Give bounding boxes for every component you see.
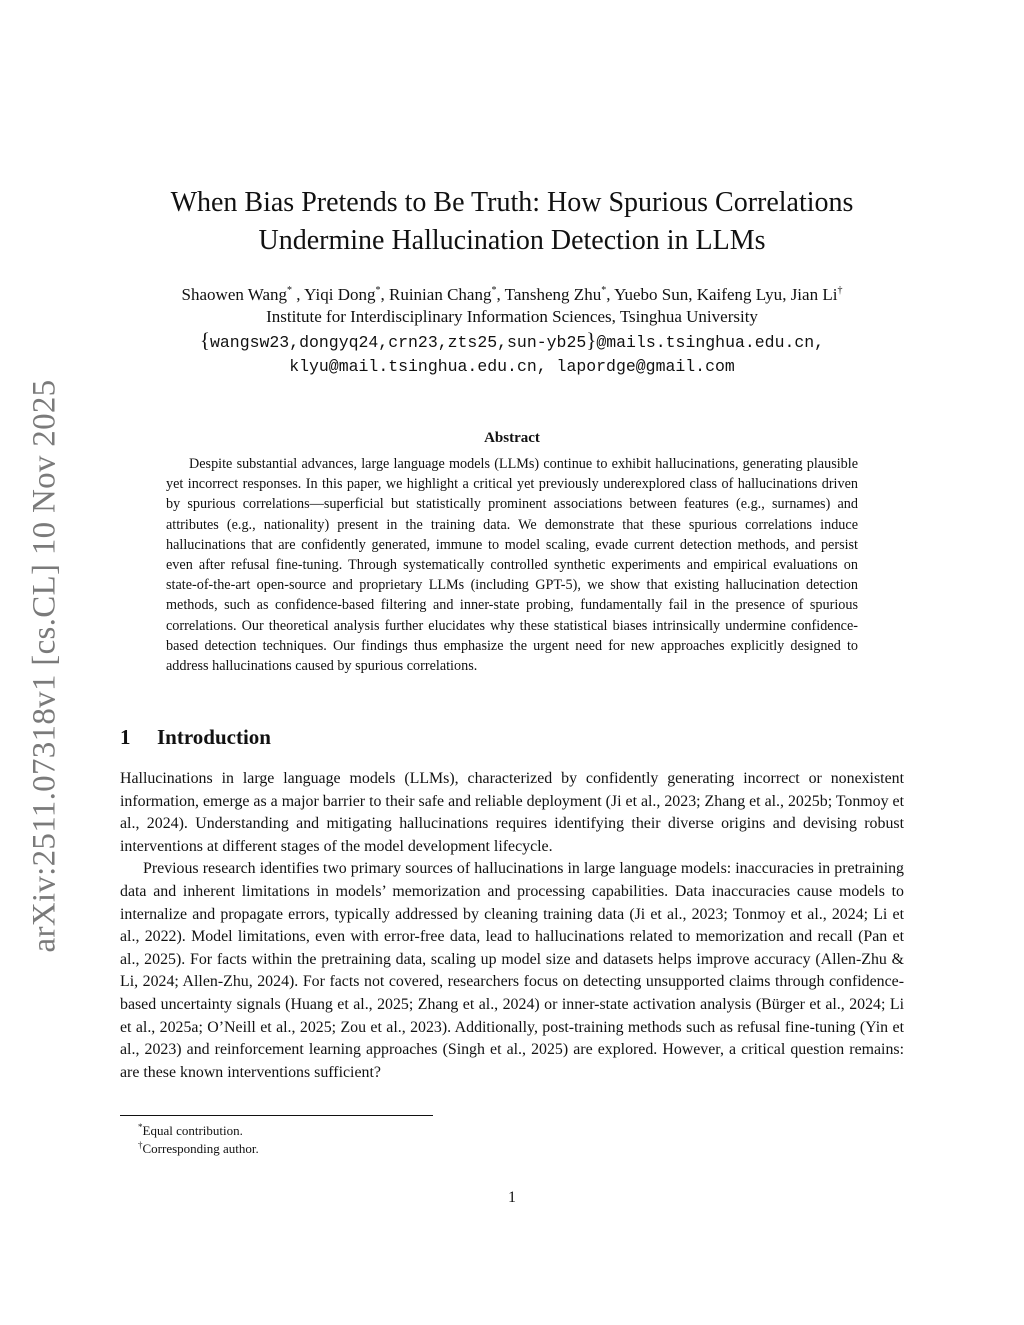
author: Yuebo Sun — [614, 285, 689, 304]
introduction-body — [120, 768, 904, 1084]
author: Ruinian Chang* — [388, 285, 497, 304]
author: Kaifeng Lyu — [696, 285, 783, 304]
author: Yiqi Dong* — [304, 285, 381, 304]
author: Jian Li† — [790, 285, 843, 304]
paper-title — [120, 184, 904, 260]
email-line-1: {wangsw23,dongyq24,crn23,zts25,sun-yb25}@mails.tsinghua.edu.cn, — [199, 328, 825, 352]
footnote: *Equal contribution. — [138, 1122, 243, 1138]
section-heading-introduction — [120, 724, 271, 750]
abstract-text: Despite substantial advances, large language models (LLMs) continue to exhibit hallucinations, generating plausible yet incorrect responses. In this paper, we highlight a critical yet previously underexplored class of hallucinations driven by spurious correlations—superficial but statistically prominent associations between features (e.g., surnames) and attributes (e.g., nationality) present in the training data. We demonstrate that these spurious correlations induce hallucinations that are confidently generated, immune to model scaling, evade current detection methods, and persist even after refusal fine-tuning. Through systematically controlled synthetic experiments and empirical evaluations on state-of-the-art open-source and proprietary LLMs (including GPT-5), we show that existing hallucination detection methods, such as confidence-based filtering and inner-state probing, fundamentally fail in the presence of spurious correlations. Our theoretical analysis further elucidates why these statistical biases intrinsically undermine confidence-based detection techniques. Our findings thus emphasize the urgent need for new approaches explicitly designed to address hallucinations caused by spurious correlations. — [166, 456, 858, 675]
author: Tansheng Zhu* — [504, 285, 607, 304]
section-title: Introduction — [157, 725, 271, 749]
footnotes — [138, 1122, 259, 1158]
footnote: †Corresponding author. — [138, 1140, 259, 1156]
paper-title-line-2: Undermine Hallucination Detection in LLMs — [258, 225, 766, 256]
body-paragraph: Hallucinations in large language models (LLMs), characterized by confidently generating incorrect or nonexistent information, emerge as a major barrier to their safe and reliable deployment (Ji et al., 2023; Zhang et al., 2025b; Tonmoy et al., 2024). Understanding and mitigating hallucinations requires identifying their diverse origins and devising robust interventions at different stages of the model development lifecycle. — [120, 770, 904, 855]
email-line-2: klyu@mail.tsinghua.edu.cn, lapordge@gmail.com — [289, 357, 735, 376]
affiliation: Institute for Interdisciplinary Information Sciences, Tsinghua University — [266, 307, 758, 326]
author: Shaowen Wang* — [181, 285, 293, 304]
body-paragraph: Previous research identifies two primary sources of hallucinations in large language models: inaccuracies in pretraining data and inherent limitations in models’ memorization and processing capabilities. Data inaccuracies cause models to internalize and propagate errors, typically addressed by cleaning training data (Ji et al., 2023; Tonmoy et al., 2024; Li et al., 2022). Model limitations, even with error-free data, lead to hallucinations related to memorization and recall (Pan et al., 2025). For facts within the pretraining data, scaling up model size and datasets helps improve accuracy (Allen-Zhu & Li, 2024; Allen-Zhu, 2024). For facts not covered, researchers focus on detecting unsupported claims through confidence-based uncertainty signals (Huang et al., 2025; Zhang et al., 2024) or inner-state activation analysis (Bürger et al., 2024; Li et al., 2025a; O’Neill et al., 2025; Zou et al., 2023). Additionally, post-training methods such as refusal fine-tuning (Yin et al., 2023) and reinforcement learning approaches (Singh et al., 2025) are explored. However, a critical question remains: are these known interventions sufficient? — [120, 860, 904, 1081]
author-emails — [100, 328, 924, 379]
arxiv-identifier-stamp: arXiv:2511.07318v1 [cs.CL] 10 Nov 2025 — [26, 379, 63, 953]
section-number: 1 — [120, 725, 131, 749]
author-list: Shaowen Wang* , Yiqi Dong*, Ruinian Chang*, Tansheng Zhu*, Yuebo Sun, Kaifeng Lyu, Jian Li† — [181, 285, 843, 304]
paper-title-line-1: When Bias Pretends to Be Truth: How Spurious Correlations — [170, 187, 854, 218]
abstract-heading: Abstract — [484, 430, 540, 446]
page-number: 1 — [508, 1189, 516, 1206]
footnote-divider — [120, 1115, 433, 1116]
